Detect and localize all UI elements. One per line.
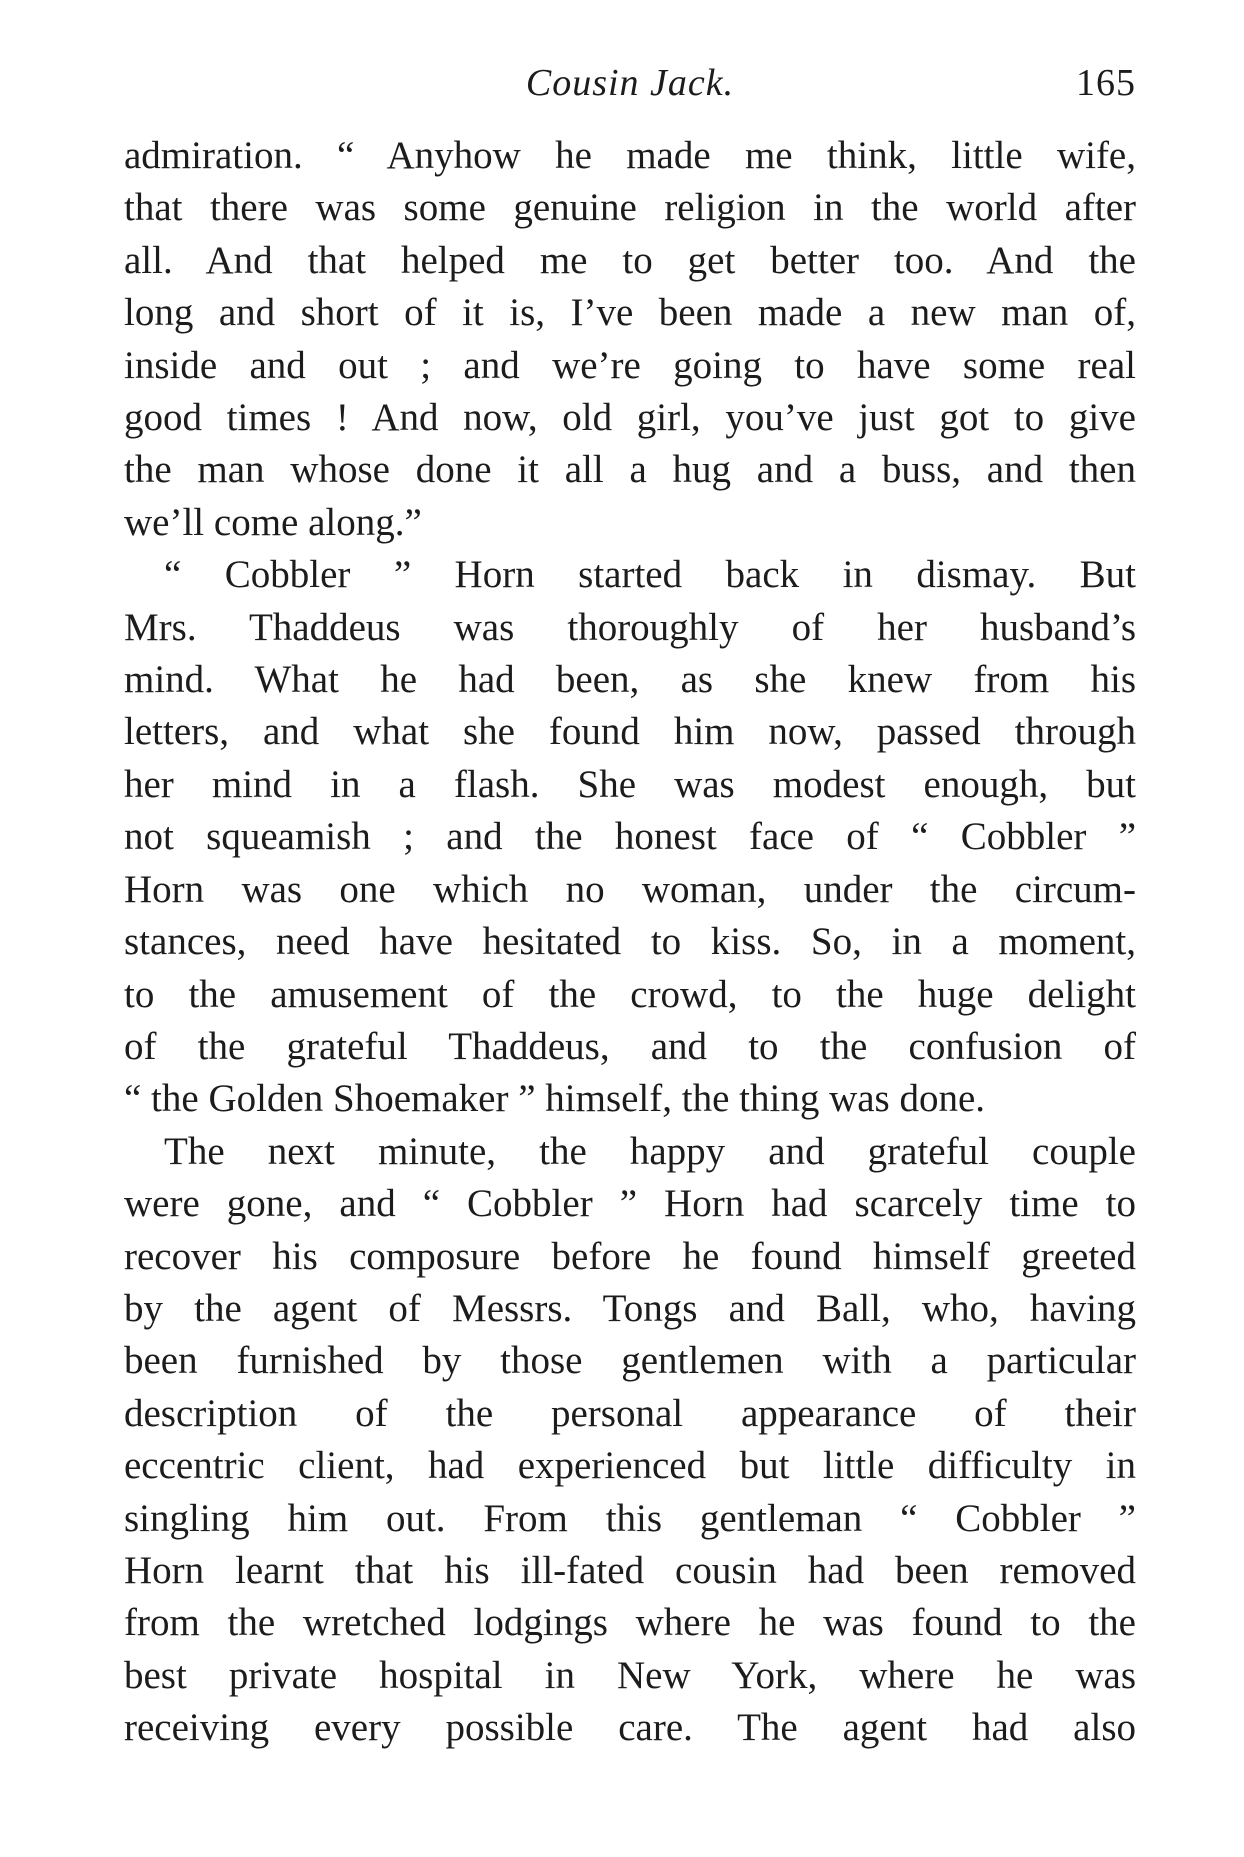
text-line: eccentric client, had experienced but little difficulty in — [124, 1444, 1136, 1488]
text-line: good times ! And now, old girl, you’ve just got to give — [124, 396, 1136, 440]
text-line: recover his composure before he found himself greeted — [124, 1234, 1136, 1278]
text-line: all. And that helped me to get better too. And the — [124, 238, 1136, 282]
text-line: Mrs. Thaddeus was thoroughly of her husband’s — [124, 605, 1136, 649]
text-line: “ Cobbler ” Horn started back in dismay. But — [164, 553, 1136, 597]
paragraph-1 — [124, 130, 1136, 549]
text-line: best private hospital in New York, where he was — [124, 1653, 1136, 1697]
text-line: we’ll come along.” — [124, 500, 422, 544]
text-line: letters, and what she found him now, passed through — [124, 710, 1136, 754]
text-line: The next minute, the happy and grateful couple — [164, 1129, 1136, 1173]
text-line: her mind in a flash. She was modest enough, but — [124, 762, 1136, 806]
text-line: from the wretched lodgings where he was found to the — [124, 1601, 1136, 1645]
text-line: not squeamish ; and the honest face of “ Cobbler ” — [124, 815, 1136, 859]
text-line: stances, need have hesitated to kiss. So, in a moment, — [124, 920, 1136, 964]
text-line: singling him out. From this gentleman “ Cobbler ” — [124, 1496, 1136, 1540]
text-line: the man whose done it all a hug and a buss, and then — [124, 448, 1136, 492]
text-line: been furnished by those gentlemen with a particular — [124, 1339, 1136, 1383]
text-line: by the agent of Messrs. Tongs and Ball, who, having — [124, 1286, 1136, 1330]
text-line: description of the personal appearance of their — [124, 1391, 1136, 1435]
page-number: 165 — [1076, 62, 1136, 104]
text-line: admiration. “ Anyhow he made me think, little wife, — [124, 134, 1136, 177]
text-line: long and short of it is, I’ve been made a new man of, — [124, 291, 1136, 335]
paragraph-2 — [124, 549, 1136, 1125]
body-text — [124, 130, 1136, 1755]
running-title: Cousin Jack. — [525, 62, 735, 104]
text-line: receiving every possible care. The agent had also — [124, 1706, 1136, 1750]
text-line: Horn was one which no woman, under the circum- — [124, 867, 1136, 911]
text-line: Horn learnt that his ill-fated cousin had been removed — [124, 1548, 1136, 1592]
text-line: “ the Golden Shoemaker ” himself, the thing was done. — [124, 1077, 986, 1121]
text-line: to the amusement of the crowd, to the huge delight — [124, 972, 1136, 1016]
text-line: were gone, and “ Cobbler ” Horn had scarcely time to — [124, 1182, 1136, 1226]
text-line: inside and out ; and we’re going to have some real — [124, 343, 1136, 387]
text-line: that there was some genuine religion in the world after — [124, 186, 1136, 230]
text-line: of the grateful Thaddeus, and to the confusion of — [124, 1024, 1136, 1068]
paragraph-3 — [124, 1126, 1136, 1755]
text-line: mind. What he had been, as she knew from his — [124, 658, 1136, 702]
running-head — [124, 58, 1136, 108]
